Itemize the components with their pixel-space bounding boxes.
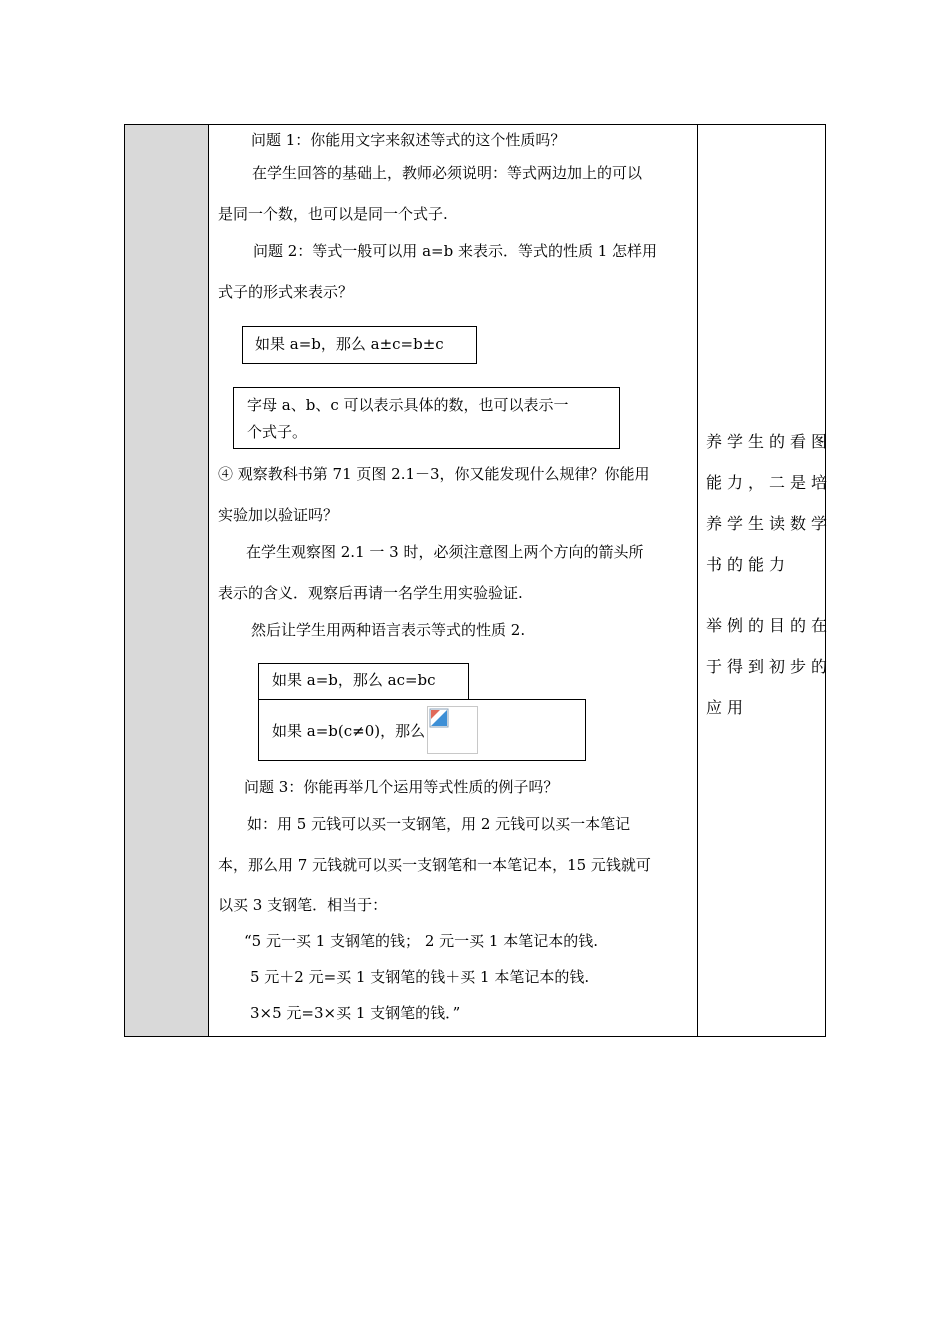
formula-2-text: 如果 a=b，那么 ac=bc: [272, 671, 436, 689]
side-note-line-2: 能力，二是培: [706, 473, 833, 492]
left-column: [125, 125, 209, 1036]
quote-line-3: 3×5 元=3×买 1 支钢笔的钱．”: [250, 1004, 461, 1022]
question-2-line-1: 问题 2：等式一般可以用 a=b 来表示．等式的性质 1 怎样用: [253, 242, 658, 260]
formula-box-1: [242, 326, 477, 364]
broken-image-icon: [429, 708, 449, 728]
formula-image-placeholder: [427, 706, 478, 754]
formula-3-text: 如果 a=b(c≠0)，那么: [272, 722, 426, 740]
question-2-line-2: 式子的形式来表示？: [218, 283, 354, 301]
side-note-line-7: 应用: [706, 698, 749, 717]
side-note-line-1: 养学生的看图: [706, 432, 833, 451]
side-note-line-5: 举例的目的在: [706, 616, 833, 635]
question-3: 问题 3：你能再举几个运用等式性质的例子吗？: [244, 778, 559, 796]
paragraph-2-line-2: 表示的含义．观察后再请一名学生用实验验证.: [218, 584, 523, 602]
quote-line-2: 5 元＋2 元=买 1 支钢笔的钱＋买 1 本笔记本的钱.: [250, 968, 590, 986]
right-column-divider: [697, 125, 698, 1036]
example-line-2: 本，那么用 7 元钱就可以买一支钢笔和一本笔记本，15 元钱就可: [218, 856, 651, 874]
example-line-3: 以买 3 支钢笔．相当于：: [218, 896, 388, 914]
note-line-1: 字母 a、b、c 可以表示具体的数，也可以表示一: [247, 396, 569, 414]
note-line-2: 个式子。: [247, 423, 308, 441]
formula-box-3: [258, 699, 586, 761]
paragraph-1-line-2: 是同一个数，也可以是同一个式子.: [218, 205, 448, 223]
observe-line-2: 实验加以验证吗？: [218, 506, 339, 524]
quote-line-1: “5 元一买 1 支钢笔的钱； 2 元一买 1 本笔记本的钱.: [244, 932, 598, 950]
paragraph-1-line-1: 在学生回答的基础上，教师必须说明：等式两边加上的可以: [252, 164, 643, 182]
paragraph-3: 然后让学生用两种语言表示等式的性质 2.: [251, 621, 526, 639]
observe-line-1: ④ 观察教科书第 71 页图 2.1－3，你又能发现什么规律？你能用: [218, 465, 650, 483]
example-line-1: 如：用 5 元钱可以买一支钢笔，用 2 元钱可以买一本笔记: [247, 815, 631, 833]
side-note-line-4: 书的能力: [706, 555, 791, 574]
note-box: [233, 387, 620, 449]
side-note-line-3: 养学生读数学: [706, 514, 833, 533]
formula-1-text: 如果 a=b，那么 a±c=b±c: [255, 335, 444, 353]
side-note-line-6: 于得到初步的: [706, 657, 833, 676]
formula-box-2: [258, 663, 469, 700]
question-1: 问题 1：你能用文字来叙述等式的这个性质吗？: [251, 131, 566, 149]
paragraph-2-line-1: 在学生观察图 2.1 一 3 时，必须注意图上两个方向的箭头所: [246, 543, 644, 561]
